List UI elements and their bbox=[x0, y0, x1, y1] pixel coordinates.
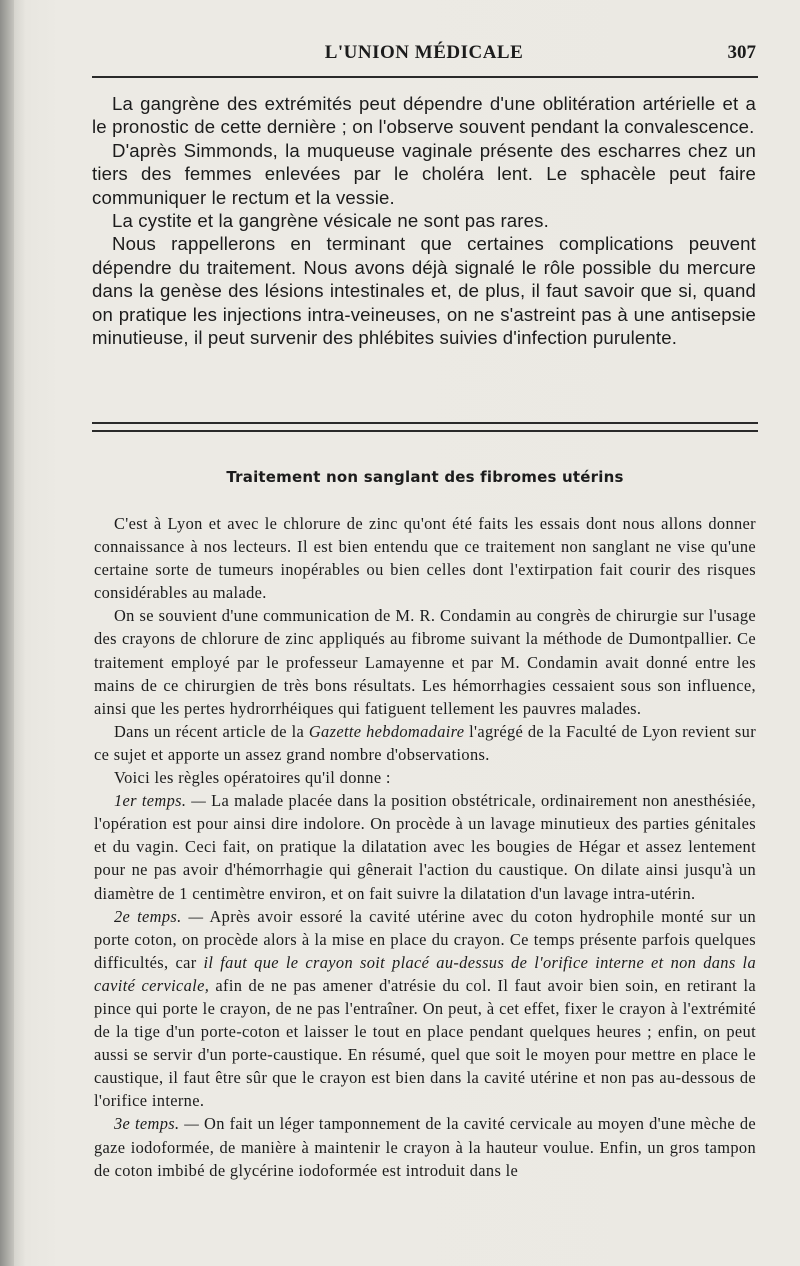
step-text: On fait un léger tamponnement de la cavité cervicale au moyen d'une mèche de gaze iodoformée, de manière à maintenir le crayon à la hauteur voulue. Enfin, un gros tampon de coton imbibé de glycérine iodoformée est introduit dans le bbox=[94, 1114, 756, 1180]
rules-intro: Voici les règles opératoires qu'il donne : bbox=[114, 768, 391, 788]
binding-gutter bbox=[0, 0, 14, 1266]
step-2-paragraph bbox=[94, 905, 756, 1113]
paragraph: La gangrène des extrémités peut dépendre d'une oblitération artérielle et a le pronostic de cette dernière ; on l'observe souvent pendant la convalescence. bbox=[92, 93, 756, 138]
step-text: La malade placée dans la position obstétricale, ordinairement non anesthésiée, l'opération est pour ainsi dire indolore. On procède à un lavage minutieux des parties génitales et du vagin. Ceci fait, on pratique la dilatation avec les bougies de Hégar et assez lentement pour ne pas avoir d'hémorrhagie qui gênerait l'action du caustique. On dilate ainsi jusqu'à un diamètre de 1 centimètre environ, et on fait suivre la dilatation d'un lavage intra-utérin. bbox=[94, 791, 756, 903]
paragraph: C'est à Lyon et avec le chlorure de zinc qu'ont été faits les essais dont nous allons donner connaissance à nos lecteurs. Il est bien entendu que ce traitement non sanglant ne vise qu'une certaine sorte de tumeurs inopérables ou bien celles dont l'extirpation fait courir des risques considérables au malade. bbox=[94, 514, 756, 603]
gazette-paragraph bbox=[94, 720, 756, 766]
running-header bbox=[90, 40, 758, 70]
journal-name: Gazette hebdomadaire bbox=[308, 721, 465, 741]
paragraph: Nous rappellerons en terminant que certaines complications peuvent dépendre du traitement. Nous avons déjà signalé le rôle possible du mercure dans la genèse des lésions intestinales et, de plus, il faut savoir que si, quand on pratique les injections intra-veineuses, on ne s'astreint pas à une antisepsie minutieuse, il peut survenir des phlébites suivies d'infection purulente. bbox=[92, 233, 756, 349]
journal-title: L'UNION MÉDICALE bbox=[324, 42, 524, 63]
emphasized-text: il faut que le crayon soit placé au-dessus de l'orifice interne et non dans la cavité cervicale, bbox=[94, 952, 756, 995]
step-text: Après avoir essoré la cavité utérine avec du coton hydrophile monté sur un porte coton, on procède alors à la mise en place du crayon. Ce temps présente parfois quelques difficultés, car bbox=[94, 906, 756, 972]
section-separator bbox=[92, 422, 758, 432]
section-title: Traitement non sanglant des fibromes utérins bbox=[226, 468, 624, 486]
paragraph: La cystite et la gangrène vésicale ne sont pas rares. bbox=[112, 210, 549, 232]
cholera-complications-text bbox=[92, 92, 756, 349]
step-3-paragraph bbox=[94, 1112, 756, 1181]
step-text: afin de ne pas amener d'atrésie du col. Il faut avoir bien soin, en retirant la pince qui porte le crayon, de ne pas l'entraîner. On peut, à cet effet, fixer le crayon à l'extrémité de la tige d'un porte-coton et laisser le tout en place pendant quelques heures ; enfin, on peut aussi se servir d'un porte-caustique. En résumé, quel que soit le moyen pour mettre en place le caustique, il faut être sûr que le crayon est bien dans la cavité utérine et non pas au-dessous de l'orifice interne. bbox=[94, 975, 756, 1111]
text-span: l'agrégé de la Faculté de Lyon revient sur ce sujet et apporte un assez grand nombre d'observations. bbox=[94, 721, 757, 764]
page-number: 307 bbox=[727, 42, 756, 63]
paragraph: On se souvient d'une communication de M. R. Condamin au congrès de chirurgie sur l'usage des crayons de chlorure de zinc appliqués au fibrome suivant la méthode de Dumontpallier. Ce traitement employé par le professeur Lamayenne et par M. Condamin avait donné entre les mains de ce chirurgien de très bons résultats. Les hémorrhagies cessaient sous son influence, ainsi que les pertes hydrorrhéiques qui fatiguent tellement les pauvres malades. bbox=[94, 606, 756, 718]
paragraph: D'après Simmonds, la muqueuse vaginale présente des escharres chez un tiers des femmes enlevées par le choléra lent. Le sphacèle peut faire communiquer le rectum et la vessie. bbox=[92, 139, 756, 208]
step-label: 2e temps. — bbox=[114, 906, 204, 926]
step-label: 3e temps. — bbox=[114, 1114, 200, 1134]
article-body bbox=[94, 512, 756, 1182]
header-rule bbox=[92, 76, 758, 78]
step-1-paragraph bbox=[94, 789, 756, 904]
text-span: Dans un récent article de la bbox=[114, 721, 309, 741]
step-label: 1er temps. — bbox=[114, 791, 207, 811]
